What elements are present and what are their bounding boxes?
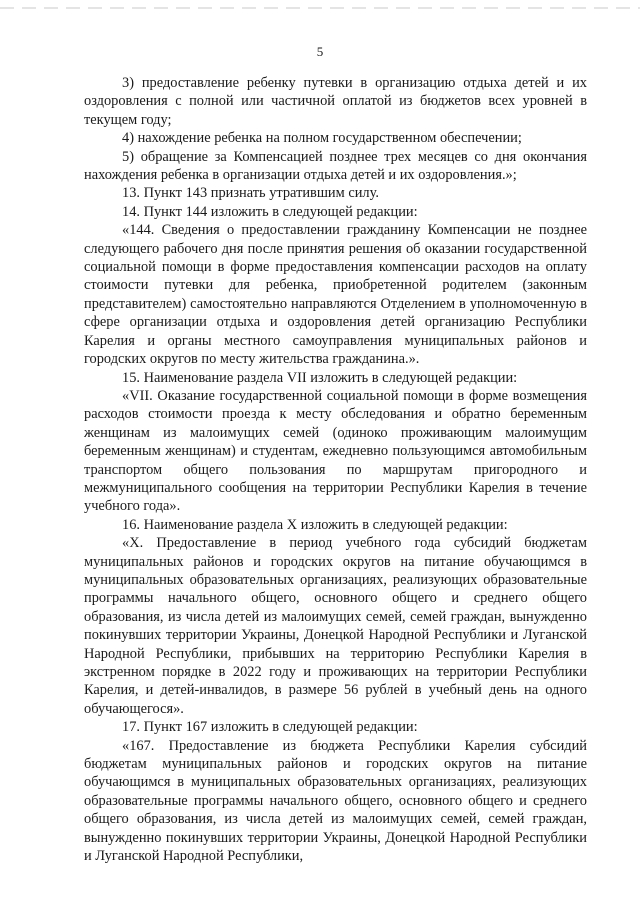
page-number: 5	[316, 44, 324, 59]
paragraph: 16. Наименование раздела X изложить в следующей редакции:	[122, 516, 508, 533]
paragraph: 17. Пункт 167 изложить в следующей редакции:	[122, 719, 418, 736]
paragraph: 13. Пункт 143 признать утратившим силу.	[122, 185, 379, 202]
paragraph: «144. Сведения о предоставлении гражданину Компенсации не позднее следующего рабочего дня после принятия решения об оказании государственной социальной помощи в форме предоставления компенсации расходов на оплату стоимости путевки для ребенка, приобретенной родителем (законным представителем) самостоятельно направляются Отделением в уполномоченную в сфере организации отдыха и оздоровления детей организацию Республики Карелия и органы местного самоуправления муниципальных районов и городских округов по месту жительства гражданина.».	[84, 222, 587, 368]
paragraph: 14. Пункт 144 изложить в следующей редакции:	[122, 203, 418, 220]
paragraph: 3) предоставление ребенку путевки в организацию отдыха детей и их оздоровления с полной или частичной оплатой из бюджетов всех уровней в текущем году;	[84, 75, 587, 128]
paragraph: «167. Предоставление из бюджета Республики Карелия субсидий бюджетам муниципальных районов и городских округов на питание обучающимся в муниципальных образовательных организациях, реализующих образовательные программы начального общего, основного общего и среднего общего образования, из числа детей из малоимущих семей, семей граждан, вынужденно покинувших территории Украины, Донецкой Народной Республики и Луганской Народной Республики,	[84, 737, 587, 865]
paragraph: 4) нахождение ребенка на полном государственном обеспечении;	[122, 130, 522, 147]
scan-edge-line	[0, 7, 640, 9]
document-body	[84, 74, 587, 865]
paragraph: «X. Предоставление в период учебного года субсидий бюджетам муниципальных районов и городских округов на питание обучающимся в муниципальных образовательных организациях, реализующих образовательные программы начального общего, основного общего и среднего общего образования, из числа детей из малоимущих семей, семей граждан, вынужденно покинувших территории Украины, Донецкой Народной Республики и Луганской Народной Республики, прибывших на территорию Республики Карелия в экстренном порядке в 2022 году и проживающих на территории Республики Карелия, и детей-инвалидов, в размере 56 рублей в учебный день на одного обучающегося».	[84, 535, 587, 717]
paragraph: «VII. Оказание государственной социальной помощи в форме возмещения расходов стоимости проезда к месту обследования и обратно беременным женщинам из малоимущих семей (одиноко проживающим малоимущим беременным женщинам) и студентам, ежедневно пользующимся автомобильным транспортом общего пользования по маршрутам пригородного и межмуниципального сообщения на территории Республики Карелия в течение учебного года».	[84, 387, 587, 515]
paragraph: 5) обращение за Компенсацией позднее трех месяцев со дня окончания нахождения ребенка в организации отдыха детей и их оздоровления.»;	[84, 148, 587, 184]
paragraph: 15. Наименование раздела VII изложить в следующей редакции:	[122, 369, 518, 386]
